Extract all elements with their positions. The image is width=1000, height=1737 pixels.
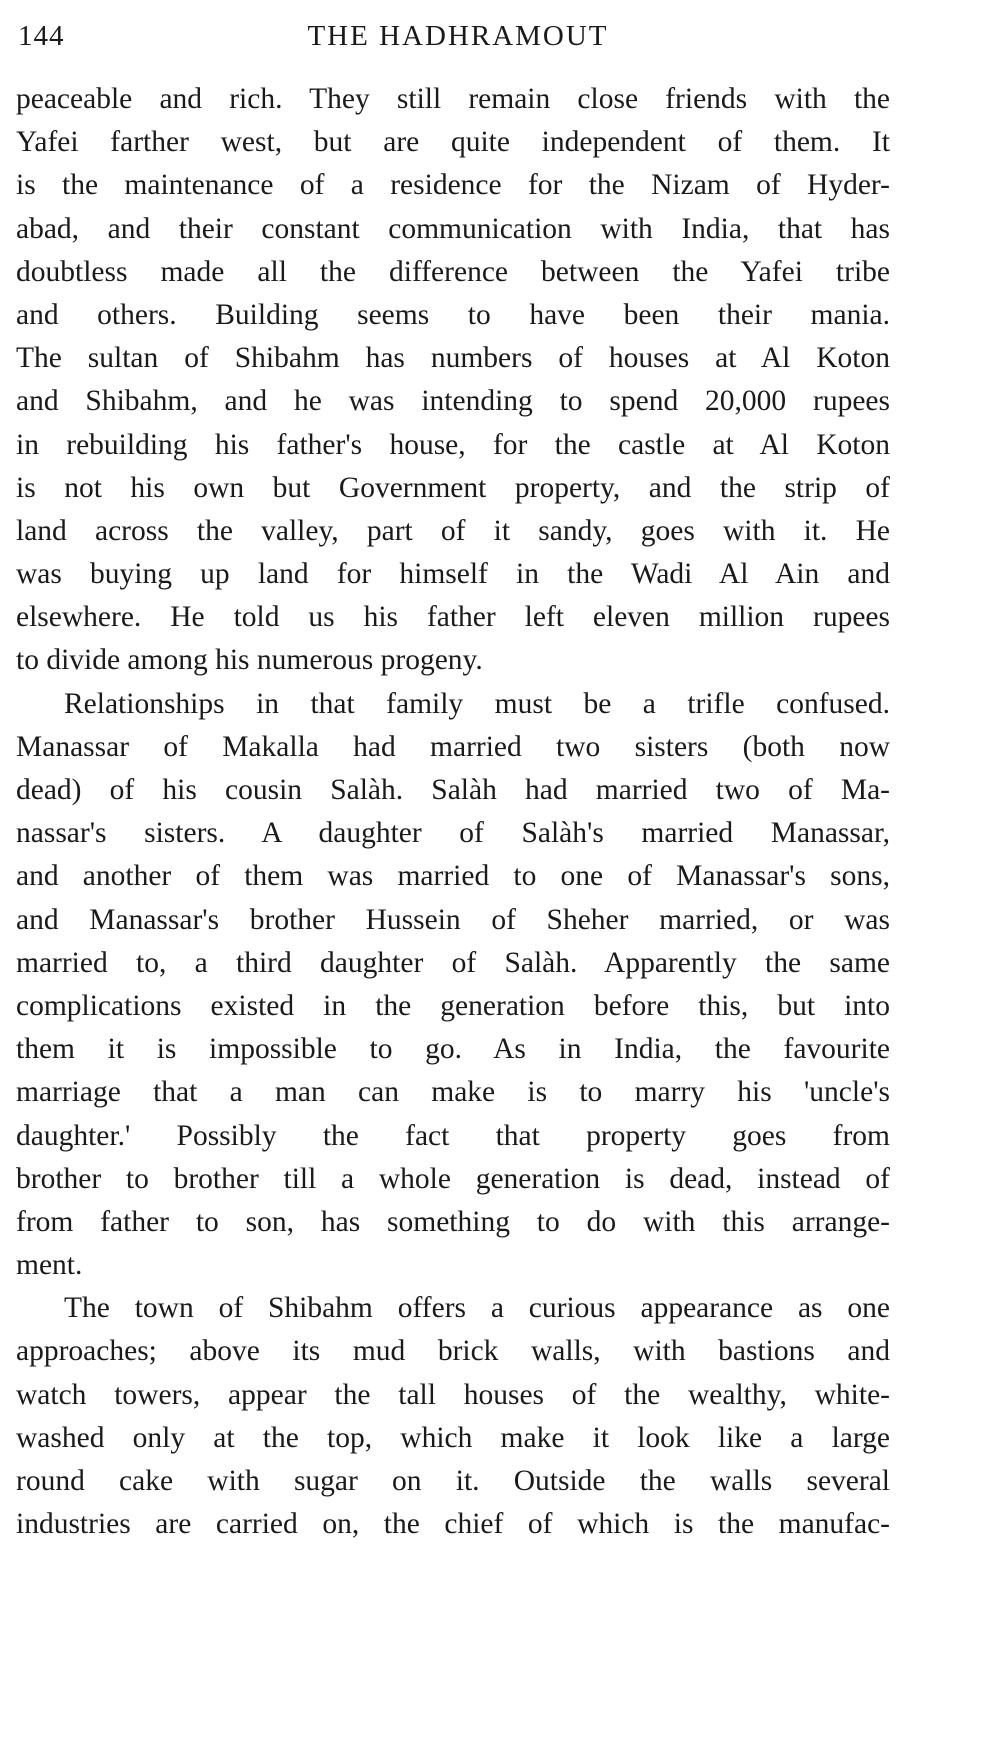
text-line: daughter.' Possibly the fact that property goes from — [16, 1119, 890, 1152]
page-number: 144 — [18, 20, 65, 52]
text-line: complications existed in the generation before this, but into — [16, 989, 890, 1022]
body-text — [16, 78, 890, 1546]
text-line: doubtless made all the difference between the Yafei tribe — [16, 255, 890, 288]
text-line: peaceable and rich. They still remain close friends with the — [16, 83, 890, 115]
paragraph — [16, 1287, 890, 1546]
text-line: dead) of his cousin Salàh. Salàh had married two of Ma- — [16, 774, 890, 806]
text-line: and Shibahm, and he was intending to spend 20,000 rupees — [16, 385, 890, 418]
text-line: watch towers, appear the tall houses of the wealthy, white- — [16, 1378, 890, 1411]
text-line: brother to brother till a whole generation is dead, instead of — [16, 1162, 890, 1195]
running-title: THE HADHRAMOUT — [307, 20, 609, 52]
text-line: The town of Shibahm offers a curious appearance as one — [64, 1292, 890, 1325]
text-line: is the maintenance of a residence for the Nizam of Hyder- — [16, 169, 890, 202]
text-line: Relationships in that family must be a trifle confused. — [64, 687, 890, 720]
text-line: approaches; above its mud brick walls, with bastions and — [16, 1335, 890, 1368]
text-line: to divide among his numerous progeny. — [16, 644, 483, 677]
text-line: was buying up land for himself in the Wadi Al Ain and — [16, 558, 890, 591]
text-line: married to, a third daughter of Salàh. Apparently the same — [16, 946, 890, 979]
text-line: The sultan of Shibahm has numbers of houses at Al Koton — [16, 342, 890, 375]
text-line: elsewhere. He told us his father left eleven million rupees — [16, 601, 890, 634]
paragraph — [16, 683, 890, 1288]
text-line: ment. — [16, 1249, 83, 1282]
text-line: nassar's sisters. A daughter of Salàh's married Manassar, — [16, 817, 890, 850]
text-line: Yafei farther west, but are quite independent of them. It — [16, 126, 890, 159]
text-line: and Manassar's brother Hussein of Sheher married, or was — [16, 903, 890, 936]
text-line: washed only at the top, which make it look like a large — [16, 1421, 890, 1454]
text-line: land across the valley, part of it sandy, goes with it. He — [16, 514, 890, 547]
text-line: them it is impossible to go. As in India, the favourite — [16, 1033, 890, 1066]
text-line: is not his own but Government property, and the strip of — [16, 471, 890, 504]
text-line: and others. Building seems to have been their mania. — [16, 298, 890, 331]
text-line: industries are carried on, the chief of which is the manufac- — [16, 1508, 890, 1541]
text-line: Manassar of Makalla had married two sisters (both now — [16, 730, 890, 763]
running-head — [18, 20, 898, 60]
text-line: and another of them was married to one of Manassar's sons, — [16, 860, 890, 893]
text-line: marriage that a man can make is to marry his 'uncle's — [16, 1076, 890, 1109]
text-line: round cake with sugar on it. Outside the walls several — [16, 1465, 890, 1497]
text-line: abad, and their constant communication with India, that has — [16, 212, 890, 245]
text-line: in rebuilding his father's house, for the castle at Al Koton — [16, 428, 890, 461]
text-line: from father to son, has something to do with this arrange- — [16, 1205, 890, 1238]
paragraph — [16, 78, 890, 683]
